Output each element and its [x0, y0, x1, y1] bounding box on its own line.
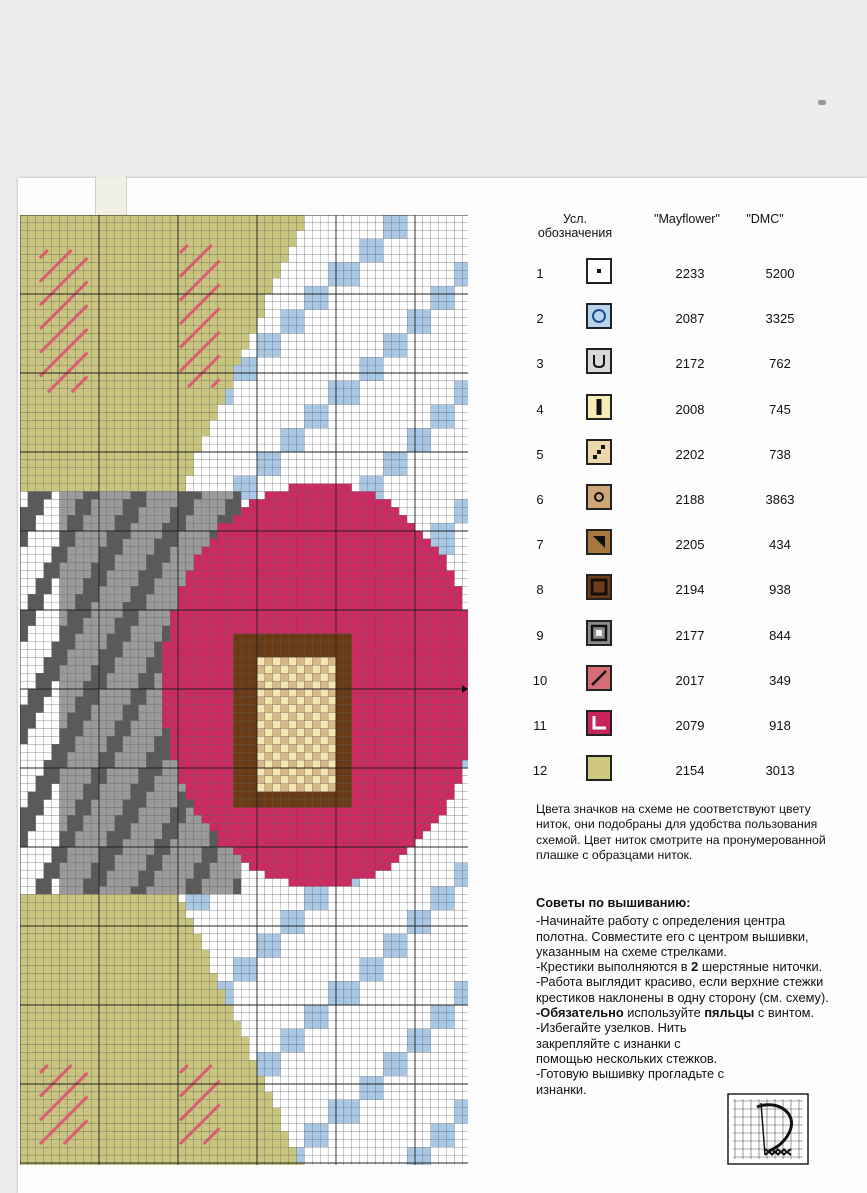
legend-row [520, 710, 820, 740]
header-mayflower: "Mayflower" [654, 212, 720, 226]
square-in-square-icon [586, 620, 612, 646]
row-number: 4 [536, 401, 544, 417]
slash-icon [586, 665, 612, 691]
dmc-code: 918 [769, 718, 791, 733]
tape-strip [95, 176, 127, 216]
mayflower-code: 2087 [675, 311, 705, 327]
dmc-code: 745 [769, 401, 791, 417]
dmc-code: 844 [769, 627, 791, 643]
dmc-code: 3013 [765, 763, 795, 779]
tip-4: -Обязательно используйте пяльцы с винтом. [536, 1005, 815, 1021]
tip-6: -Готовую вышивку прогладьте с изнанки. [536, 1066, 725, 1097]
dmc-code: 762 [769, 356, 791, 372]
l-shape-icon [586, 710, 612, 736]
mayflower-code: 2202 [675, 446, 705, 462]
row-number: 7 [536, 537, 544, 553]
mayflower-code: 2188 [675, 492, 705, 507]
header-symbol: Усл. обозначения [537, 212, 613, 240]
row-number: 8 [536, 582, 544, 598]
legend-row [520, 303, 820, 333]
header-dmc: "DMC" [746, 212, 784, 226]
legend-row [520, 620, 820, 650]
legend-row [520, 348, 820, 378]
cross-stitch-chart [20, 215, 468, 1165]
diagonal-dots-icon [586, 439, 612, 465]
dmc-code: 349 [769, 672, 791, 688]
legend-row [520, 574, 820, 604]
hollow-square-icon [586, 574, 612, 600]
mayflower-code: 2233 [675, 266, 705, 281]
row-number: 6 [536, 492, 544, 507]
color-note: Цвета значков на схеме не соответствуют цвету ниток, они подобраны для удобства пользования схемой. Цвет ниток смотрите на пронумерованной плашке с образцами ниток. [536, 802, 826, 863]
row-number: 5 [536, 446, 544, 462]
dmc-code: 3325 [765, 311, 795, 327]
mayflower-code: 2172 [675, 356, 705, 372]
row-number: 2 [536, 311, 544, 327]
mayflower-code: 2194 [675, 582, 705, 598]
legend-row [520, 755, 820, 785]
dmc-code: 938 [769, 582, 791, 598]
tip-2: -Крестики выполняются в 2 шерстяные ниточки. [536, 959, 823, 975]
mayflower-code: 2079 [675, 718, 705, 733]
mayflower-code: 2008 [675, 401, 705, 417]
dot-icon [586, 258, 612, 284]
scan-speck [818, 100, 826, 105]
dmc-code: 434 [769, 537, 791, 553]
ring-icon [586, 303, 612, 329]
tips-title: Советы по вышиванию: [536, 895, 691, 910]
legend-row [520, 258, 820, 288]
tip-3: -Работа выглядит красиво, если верхние стежки крестиков наклонены в одну сторону (см. схему). [536, 974, 829, 1005]
dmc-code: 738 [769, 446, 791, 462]
row-number: 10 [532, 672, 548, 688]
u-icon [586, 348, 612, 374]
row-number: 3 [536, 356, 544, 372]
row-number: 12 [532, 763, 548, 779]
embroidery-tips [536, 895, 836, 1097]
dmc-code: 3863 [765, 492, 795, 507]
mayflower-code: 2177 [675, 627, 705, 643]
row-number: 9 [536, 627, 544, 643]
legend-row [520, 665, 820, 695]
legend-row [520, 439, 820, 469]
small-ring-icon [586, 484, 612, 510]
mayflower-code: 2017 [675, 672, 705, 688]
tip-5: -Избегайте узелков. Нить закрепляйте с изнанки с помощью нескольких стежков. [536, 1020, 718, 1066]
row-number: 11 [533, 718, 547, 733]
hoop-stitch-icon [727, 1093, 809, 1165]
row-number: 1 [536, 266, 544, 281]
mayflower-code: 2154 [675, 763, 705, 779]
tip-1: -Начинайте работу с определения центра полотна. Совместите его с центром вышивки, указанным на схеме стрелками. [536, 913, 809, 959]
legend-row [520, 484, 820, 514]
corner-triangle-icon [586, 529, 612, 555]
legend-row [520, 529, 820, 559]
legend-row [520, 394, 820, 424]
mayflower-code: 2205 [675, 537, 705, 553]
bar-icon [586, 394, 612, 420]
dmc-code: 5200 [765, 266, 795, 281]
plain-icon [586, 755, 612, 781]
